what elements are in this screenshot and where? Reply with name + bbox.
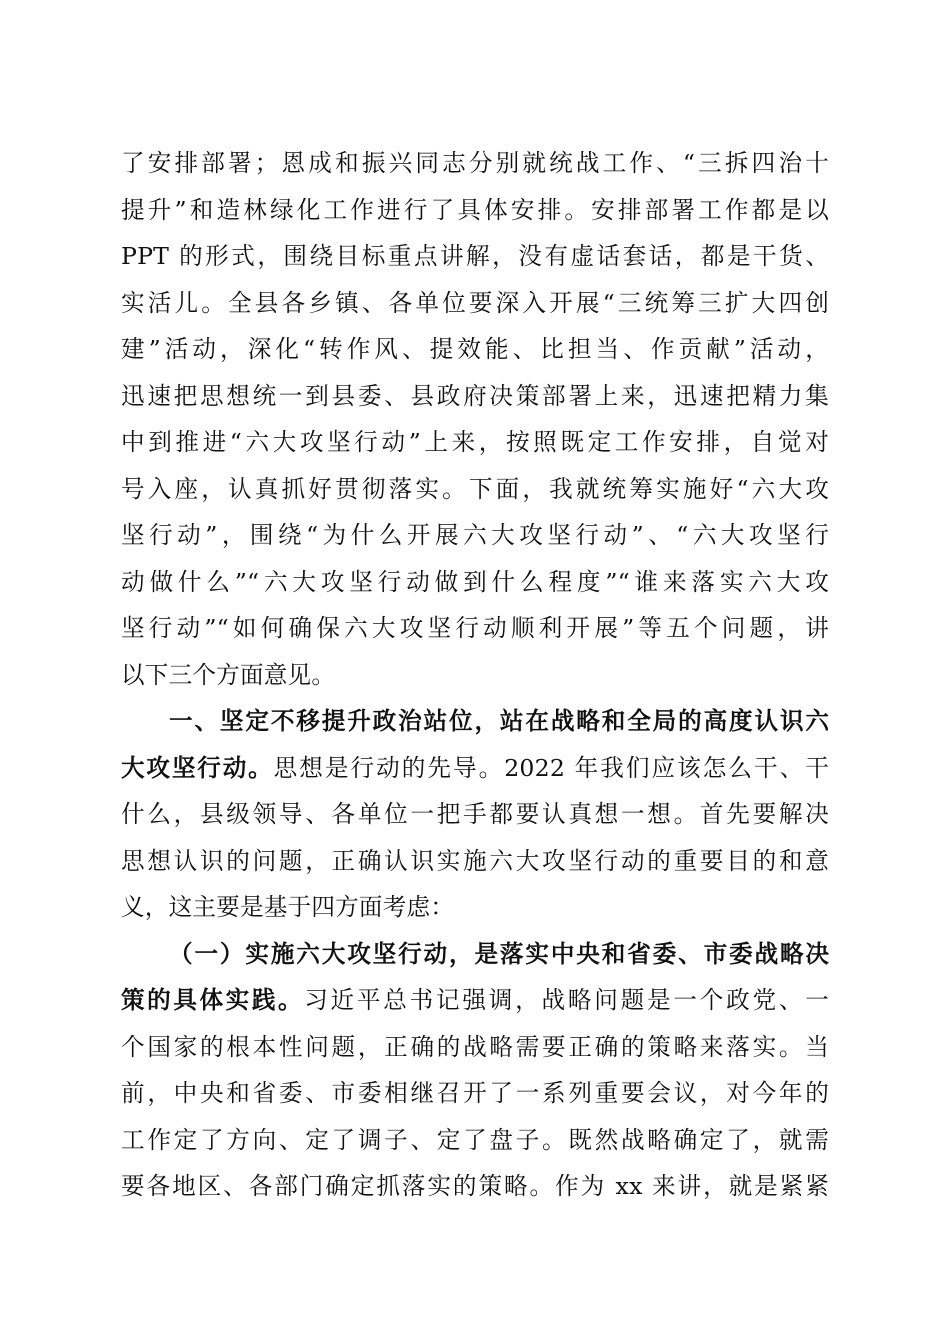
paragraph-1-line: 提升”和造林绿化工作进行了具体安排。安排部署工作都是以 (121, 195, 829, 224)
paragraph-1-line: 以下三个方面意见。 (121, 660, 336, 689)
subsection-1-text: 习近平总书记强调，战略问题是一个政党、一 (304, 986, 829, 1014)
paragraph-1-line: PPT 的形式，围绕目标重点讲解，没有虚话套话，都是干货、 (121, 242, 829, 270)
section-1-text: 思想是行动的先导。2022 年我们应该怎么干、干 (273, 753, 829, 782)
paragraph-1-line: 号入座，认真抓好贯彻落实。下面，我就统筹实施好“六大攻 (121, 474, 829, 503)
subsection-1-line: 前，中央和省委、市委相继召开了一系列重要会议，对今年的 (121, 1079, 829, 1107)
paragraph-1-line: 实活儿。全县各乡镇、各单位要深入开展“三统筹三扩大四创 (121, 288, 829, 317)
paragraph-1-line: 建”活动，深化“转作风、提效能、比担当、作贡献”活动， (121, 335, 829, 363)
paragraph-1-line: 迅速把思想统一到县委、县政府决策部署上来，迅速把精力集 (121, 381, 829, 410)
paragraph-1-line: 坚行动”，围绕“为什么开展六大攻坚行动”、“六大攻坚行 (121, 521, 829, 549)
section-1-line (121, 745, 829, 792)
subsection-1-heading: （一）实施六大攻坚行动，是落实中央和省委、市委战略决 (169, 939, 829, 968)
section-1-line: 什么，县级领导、各单位一把手都要认真想一想。首先要解决 (121, 800, 829, 828)
subsection-1-line: 要各地区、各部门确定抓落实的策略。作为 xx 来讲，就是紧紧 (121, 1172, 829, 1200)
paragraph-1-line: 了安排部署；恩成和振兴同志分别就统战工作、“三拆四治十 (121, 149, 829, 177)
section-1-line: 义，这主要是基于四方面考虑： (121, 893, 455, 921)
section-1-heading: 一、坚定不移提升政治站位，站在战略和全局的高度认识六 (169, 707, 829, 735)
subsection-1-line: 工作定了方向、定了调子、定了盘子。既然战略确定了，就需 (121, 1125, 829, 1154)
section-1-line: 思想认识的问题，正确认识实施六大攻坚行动的重要目的和意 (121, 846, 829, 875)
paragraph-1-line: 中到推进“六大攻坚行动”上来，按照既定工作安排，自觉对 (121, 428, 829, 456)
subsection-1-heading-end: 策的具体实践。 (121, 986, 305, 1014)
subsection-1-line: 个国家的根本性问题，正确的战略需要正确的策略来落实。当 (121, 1032, 829, 1061)
subsection-1-line (121, 977, 829, 1024)
paragraph-1-line: 动做什么”“六大攻坚行动做到什么程度”“谁来落实六大攻 (121, 567, 829, 596)
document-body (121, 140, 829, 1210)
paragraph-1-line: 坚行动”“如何确保六大攻坚行动顺利开展”等五个问题，讲 (121, 614, 829, 642)
section-1-heading-end: 大攻坚行动。 (121, 753, 274, 782)
